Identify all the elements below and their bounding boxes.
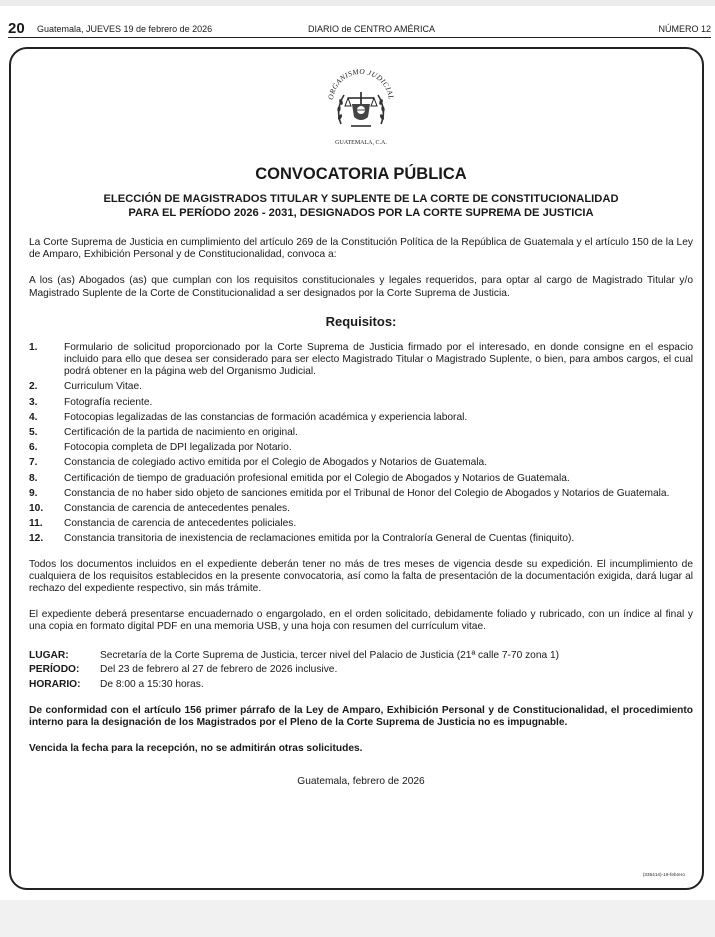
schedule-label: HORARIO: [29, 679, 81, 691]
notice-content [29, 62, 693, 788]
place-value: Secretaría de la Corte Suprema de Justicia, tercer nivel del Palacio de Justicia (21ª calle 7-70 zona 1) [100, 649, 560, 661]
header-date: Guatemala, JUEVES 19 de febrero de 2026 [37, 24, 213, 34]
newspaper-name: DIARIO de CENTRO AMÉRICA [308, 24, 436, 34]
requirement-item: 3. Fotografía reciente. [29, 396, 153, 408]
closing-place-date: Guatemala, febrero de 2026 [297, 775, 425, 787]
notice-subtitle [29, 192, 693, 220]
addressee-paragraph: A los (as) Abogados (as) que cumplan con los requisitos constitucionales y legales requeridos, para optar al cargo de Magistrado Titular y/o Magistrado Suplente de la Corte de Constitucionalidad a ser designados por la Corte Suprema de Justicia. [29, 275, 693, 299]
schedule-value: De 8:00 a 15:30 horas. [100, 679, 204, 691]
top-strip [0, 0, 715, 6]
format-paragraph: El expediente deberá presentarse encuadernado o engargolado, en el orden solicitado, debidamente foliado y rubricado, con un índice al final y una copia en formato digital PDF en una memoria USB, y una hoja con resumen del currículum vitae. [29, 609, 693, 633]
requirement-item: 9. Constancia de no haber sido objeto de sanciones emitida por el Tribunal de Honor del Colegio de Abogados y Notarios de Guatemala. [29, 487, 670, 499]
seal-emblem-icon [311, 62, 411, 150]
legal-basis-paragraph: De conformidad con el artículo 156 primer párrafo de la Ley de Amparo, Exhibición Personal y de Constitucionalidad, el procedimiento interno para la designación de los Magistrados por el Pleno de la Corte Suprema de Justicia no es impugnable. [29, 705, 693, 729]
requirement-item: 2. Curriculum Vitae. [29, 381, 142, 393]
requirement-item: 5. Certificación de la partida de nacimiento en original. [29, 427, 298, 439]
deadline-paragraph: Vencida la fecha para la recepción, no se admitirán otras solicitudes. [29, 742, 363, 754]
validity-paragraph: Todos los documentos incluidos en el expediente deberán tener no más de tres meses de vigencia desde su expedición. El incumplimiento de cualquiera de los requisitos establecidos en la presente convocatoria, así como la falta de presentación de la documentación exigida, dará lugar al rechazo del expediente respectivo, sin más trámite. [29, 558, 693, 595]
page-header [8, 19, 711, 38]
issue-number: NÚMERO 12 [658, 24, 711, 34]
requirement-item: 11. Constancia de carencia de antecedentes policiales. [29, 518, 297, 530]
requirements-title: Requisitos: [325, 313, 397, 329]
schedule-row [29, 679, 693, 691]
seal-arc-text: ORGANISMO JUDICIAL [326, 66, 396, 101]
place-label: LUGAR: [29, 649, 69, 661]
requirement-item: 7. Constancia de colegiado activo emitida por el Colegio de Abogados y Notarios de Guatemala. [29, 457, 488, 469]
place-row [29, 650, 693, 662]
period-value: Del 23 de febrero al 27 de febrero de 2026 inclusive. [100, 664, 338, 676]
intro-paragraph: La Corte Suprema de Justicia en cumplimiento del artículo 269 de la Constitución Política de la República de Guatemala y el artículo 150 de la Ley de Amparo, Exhibición Personal y de Constitucionalidad, convoca a: [29, 237, 693, 261]
notice-title: CONVOCATORIA PÚBLICA [255, 165, 467, 183]
subtitle-line-1: ELECCIÓN DE MAGISTRADOS TITULAR Y SUPLENTE DE LA CORTE DE CONSTITUCIONALIDAD [103, 193, 619, 205]
requirement-item: 8. Certificación de tiempo de graduación profesional emitida por el Colegio de Abogados y Notarios de Guatemala. [29, 472, 570, 484]
page-number: 20 [8, 20, 25, 37]
subtitle-line-2: PARA EL PERÍODO 2026 - 2031, DESIGNADOS POR LA CORTE SUPREMA DE JUSTICIA [128, 207, 594, 219]
seal-bottom-text: GUATEMALA, C.A. [335, 140, 387, 146]
publication-reference: (336414)-19-febrero [642, 872, 685, 877]
requirement-item: 1. Formulario de solicitud proporcionado por la Corte Suprema de Justicia firmado por el interesado, en donde consigne en el espacio incluido para ello que desea ser considerado para ser electo Magistrado Titular o Magistrado Suplente, o bien, para ambos cargos, el cual podrá obtener en la página web del Organismo Judicial. [29, 341, 693, 378]
submission-info [29, 650, 693, 692]
judicial-seal [29, 62, 693, 152]
requirement-item: 12. Constancia transitoria de inexistencia de reclamaciones emitida por la Contraloría General de Cuentas (finiquito). [29, 533, 575, 545]
period-label: PERÍODO: [29, 664, 80, 676]
requirement-item: 10. Constancia de carencia de antecedentes penales. [29, 503, 290, 515]
requirement-item: 4. Fotocopias legalizadas de las constancias de formación académica y experiencia laboral. [29, 411, 468, 423]
requirements-list [29, 342, 693, 546]
period-row [29, 664, 693, 676]
requirement-item: 6. Fotocopia completa de DPI legalizada por Notario. [29, 442, 292, 454]
